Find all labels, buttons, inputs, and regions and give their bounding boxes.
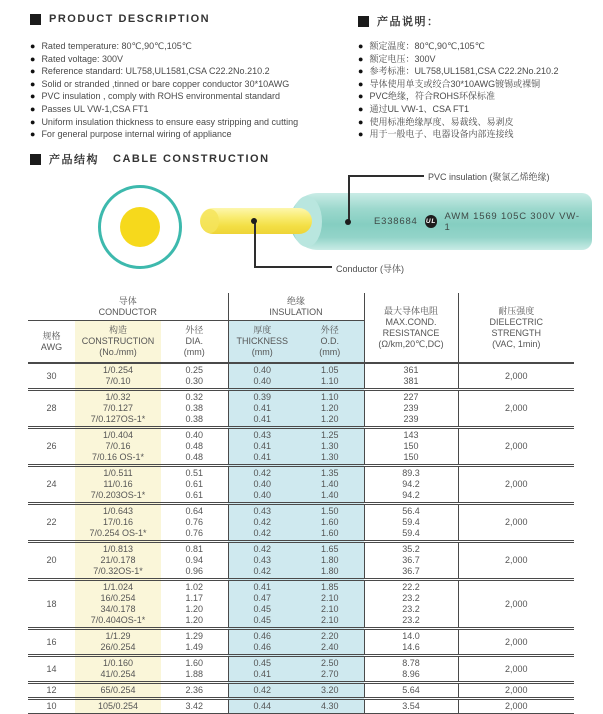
bullet-icon: ● [358, 78, 364, 89]
construction-column-header: 构造 CONSTRUCTION (No./mm) [75, 321, 161, 364]
resistance-cell: 143 150 150 [364, 428, 458, 466]
table-row-awg-24 [28, 466, 574, 504]
resistance-cell: 8.78 8.96 [364, 656, 458, 683]
spec-bullet-item [30, 54, 298, 65]
cable-construction-heading [30, 151, 270, 167]
dia-cell: 1.60 1.88 [185, 658, 204, 679]
od-cell: 1.50 1.60 1.60 [296, 504, 364, 542]
construction-cell: 1/0.813 21/0.178 7/0.32OS-1* [75, 542, 161, 580]
dia-column-header: 外径 DIA. (mm) [161, 321, 228, 364]
spec-item-text: 导体使用单支或绞合30*10AWG镀锡或裸铜 [369, 78, 541, 89]
table-row-awg-14 [28, 656, 574, 683]
black-square-icon [30, 154, 41, 165]
spec-bullet-item [30, 129, 298, 140]
spec-item-text: PVC绝缘，符合ROHS环保标准 [369, 91, 495, 102]
table-row-awg-26 [28, 428, 574, 466]
conductor-label: Conductor (导体) [336, 264, 405, 274]
bullet-icon: ● [30, 78, 36, 89]
product-description-cn-title: 产品说明： [377, 16, 440, 28]
resistance-cell: 3.54 [364, 699, 458, 714]
construction-cell: 105/0.254 [75, 699, 161, 714]
awg-cell: 20 [46, 555, 57, 565]
dia-cell: 0.64 0.76 0.76 [185, 506, 204, 538]
awg-column-header: 规格 AWG [28, 321, 75, 364]
pvc-callout-dot [345, 219, 351, 225]
spec-table-body [28, 363, 574, 714]
awg-cell: 26 [46, 441, 57, 451]
awg-cell: 18 [46, 598, 57, 609]
dielectric-cell: 2,000 [458, 580, 574, 629]
resistance-cell: 14.0 14.6 [364, 629, 458, 656]
dielectric-cell: 2,000 [458, 390, 574, 428]
dielectric-column-header: 耐压强度 DIELECTRIC STRENGTH (VAC, 1min) [458, 293, 574, 363]
spec-bullet-item [358, 54, 559, 65]
awg-cell: 28 [46, 403, 57, 413]
pvc-callout-horizontal-line [348, 175, 424, 177]
table-row-awg-20 [28, 542, 574, 580]
bullet-icon: ● [358, 103, 364, 114]
spec-item-text: Solid or stranded ,tinned or bare copper conductor 30*10AWG [41, 78, 290, 89]
spec-item-text: 使用标准绝缘厚度、易裁线、易剥皮 [369, 116, 514, 127]
spec-bullet-item [30, 117, 298, 128]
spec-item-text: Uniform insulation thickness to ensure easy stripping and cutting [41, 116, 299, 127]
dia-cell: 1.02 1.17 1.20 1.20 [185, 582, 204, 625]
spec-item-text: Rated voltage: 300V [41, 53, 123, 64]
specification-table [28, 293, 574, 714]
awg-cell: 22 [46, 517, 57, 527]
bullet-icon: ● [358, 129, 364, 140]
thickness-cell: 0.40 0.40 [228, 363, 296, 390]
construction-cell: 1/0.32 7/0.127 7/0.127OS-1* [75, 390, 161, 428]
dia-cell: 0.40 0.48 0.48 [185, 430, 204, 462]
spec-bullet-item [358, 41, 559, 52]
awg-cell: 30 [46, 370, 57, 381]
spec-bullet-item [30, 104, 298, 115]
dielectric-cell: 2,000 [458, 656, 574, 683]
construction-cell: 1/0.254 7/0.10 [75, 363, 161, 390]
bullet-icon: ● [358, 116, 364, 127]
conductor-callout-vertical-line [254, 222, 256, 267]
awg-cell: 10 [46, 701, 57, 711]
thickness-cell: 0.43 0.41 0.41 [228, 428, 296, 466]
table-row-awg-30 [28, 363, 574, 390]
spec-bullet-item [30, 41, 298, 52]
spec-item-text: 额定电压：300V [369, 53, 436, 64]
spec-item-text: Rated temperature: 80℃,90℃,105℃ [41, 41, 192, 51]
table-group-header-row [28, 293, 574, 321]
thickness-cell: 0.39 0.41 0.41 [228, 390, 296, 428]
construction-cell: 1/0.643 17/0.16 7/0.254 OS-1* [75, 504, 161, 542]
spec-item-text: Passes UL VW-1,CSA FT1 [41, 103, 149, 114]
ul-file-number: E338684 [374, 216, 418, 227]
table-row-awg-22 [28, 504, 574, 542]
construction-cell: 1/0.160 41/0.254 [75, 656, 161, 683]
resistance-cell: 227 239 239 [364, 390, 458, 428]
resistance-cell: 361 381 [364, 363, 458, 390]
thickness-cell: 0.42 0.43 0.42 [228, 542, 296, 580]
dielectric-cell: 2,000 [458, 542, 574, 580]
dielectric-cell: 2,000 [458, 699, 574, 714]
dielectric-cell: 2,000 [458, 466, 574, 504]
bullet-icon: ● [30, 53, 36, 64]
od-cell: 4.30 [296, 699, 364, 714]
cable-construction-title-cn: 产品结构 [49, 154, 99, 166]
construction-cell: 1/0.404 7/0.16 7/0.16 OS-1* [75, 428, 161, 466]
dielectric-cell: 2,000 [458, 683, 574, 699]
bullet-icon: ● [30, 103, 36, 114]
black-square-icon [30, 14, 41, 25]
od-cell: 1.65 1.80 1.80 [296, 542, 364, 580]
resistance-column-header: 最大导体电阻 MAX.COND. RESISTANCE (Ω/km,20℃,DC) [364, 293, 458, 363]
thickness-cell: 0.46 0.46 [228, 629, 296, 656]
thickness-cell: 0.44 [228, 699, 296, 714]
bullet-icon: ● [358, 53, 364, 64]
dielectric-cell: 2,000 [458, 428, 574, 466]
od-cell: 1.85 2.10 2.10 2.10 [296, 580, 364, 629]
resistance-cell: 89.3 94.2 94.2 [364, 466, 458, 504]
od-cell: 1.05 1.10 [296, 363, 364, 390]
thickness-cell: 0.43 0.42 0.42 [228, 504, 296, 542]
spec-bullet-item [358, 66, 559, 77]
conductor-rod-cap [201, 209, 219, 233]
table-row-awg-28 [28, 390, 574, 428]
awg-cell: 24 [46, 479, 57, 489]
dielectric-cell: 2,000 [458, 363, 574, 390]
resistance-cell: 22.2 23.2 23.2 23.2 [364, 580, 458, 629]
spec-bullet-item [358, 117, 559, 128]
bullet-icon: ● [358, 66, 364, 77]
resistance-cell: 56.4 59.4 59.4 [364, 504, 458, 542]
construction-cell: 1/1.024 16/0.254 34/0.178 7/0.404OS-1* [75, 580, 161, 629]
table-row-awg-12 [28, 683, 574, 699]
insulation-group-header [228, 293, 364, 321]
cable-construction-title-en: CABLE CONSTRUCTION [113, 153, 270, 165]
conductor-group-en: CONDUCTOR [98, 307, 157, 317]
cable-cross-section [98, 185, 182, 269]
dielectric-cell: 2,000 [458, 629, 574, 656]
table-row-awg-10 [28, 699, 574, 714]
awg-cell: 12 [46, 685, 57, 695]
thickness-cell: 0.41 0.47 0.45 0.45 [228, 580, 296, 629]
od-cell: 2.50 2.70 [296, 656, 364, 683]
awm-rating-text: AWM 1569 105C 300V VW-1 [444, 210, 580, 233]
insulation-group-en: INSULATION [269, 307, 323, 317]
cable-insulation-body [290, 193, 592, 250]
spec-item-text: For general purpose internal wiring of appliance [41, 129, 232, 140]
thickness-cell: 0.45 0.41 [228, 656, 296, 683]
thickness-cell: 0.42 [228, 683, 296, 699]
spec-bullet-item [358, 91, 559, 102]
dielectric-cell: 2,000 [458, 504, 574, 542]
conductor-group-header [28, 293, 228, 321]
spec-bullet-item [30, 66, 298, 77]
construction-cell: 65/0.254 [75, 683, 161, 699]
product-description-heading [30, 13, 210, 25]
od-cell: 3.20 [296, 683, 364, 699]
od-cell: 1.25 1.30 1.30 [296, 428, 364, 466]
pvc-callout-vertical-line [348, 175, 350, 222]
spec-bullet-item [358, 104, 559, 115]
od-cell: 1.10 1.20 1.20 [296, 390, 364, 428]
od-cell: 1.35 1.40 1.40 [296, 466, 364, 504]
cable-print-marking [374, 193, 584, 250]
product-description-list-en [30, 41, 298, 142]
product-description-list-cn [358, 41, 559, 142]
bullet-icon: ● [358, 91, 364, 102]
dia-cell: 2.36 [185, 685, 204, 695]
bullet-icon: ● [30, 91, 36, 102]
dia-cell: 3.42 [185, 701, 204, 711]
conductor-callout-dot [251, 218, 257, 224]
ul-logo-icon: UL [425, 215, 438, 228]
insulation-group-cn: 绝缘 [287, 296, 306, 306]
resistance-cell: 5.64 [364, 683, 458, 699]
product-description-title: PRODUCT DESCRIPTION [49, 13, 211, 25]
od-cell: 2.20 2.40 [296, 629, 364, 656]
construction-cell: 1/1.29 26/0.254 [75, 629, 161, 656]
bullet-icon: ● [30, 41, 36, 51]
construction-cell: 1/0.511 11/0.16 7/0.203OS-1* [75, 466, 161, 504]
spec-item-text: Reference standard: UL758,UL1581,CSA C22.2No.210.2 [41, 66, 270, 77]
spec-item-text: 额定温度：80℃,90℃,105℃ [369, 41, 485, 51]
awg-cell: 14 [46, 663, 57, 674]
bullet-icon: ● [30, 116, 36, 127]
spec-item-text: 参考标准：UL758,UL1581,CSA C22.2No.210.2 [369, 66, 559, 77]
spec-item-text: 用于一般电子、电器设备内部连接线 [369, 129, 514, 140]
dia-cell: 0.51 0.61 0.61 [185, 468, 204, 500]
conductor-core-dot [120, 207, 160, 247]
bullet-icon: ● [30, 129, 36, 140]
thickness-cell: 0.42 0.40 0.40 [228, 466, 296, 504]
resistance-cell: 35.2 36.7 36.7 [364, 542, 458, 580]
dia-cell: 1.29 1.49 [185, 631, 204, 652]
awg-cell: 16 [46, 636, 57, 647]
dia-cell: 0.25 0.30 [185, 365, 204, 386]
od-column-header: 外径 O.D. (mm) [296, 321, 364, 364]
spec-bullet-item [358, 129, 559, 140]
conductor-callout-horizontal-line [254, 266, 332, 268]
conductor-group-cn: 导体 [118, 296, 137, 306]
table-row-awg-18 [28, 580, 574, 629]
dia-cell: 0.81 0.94 0.96 [185, 544, 204, 576]
black-square-icon [358, 16, 369, 27]
spec-bullet-item [30, 91, 298, 102]
dia-cell: 0.32 0.38 0.38 [185, 392, 204, 424]
thickness-column-header: 厚度 THICKNESS (mm) [228, 321, 296, 364]
spec-bullet-item [30, 79, 298, 90]
spec-bullet-item [358, 79, 559, 90]
spec-item-text: PVC insulation , comply with ROHS environmental standard [41, 91, 281, 102]
product-description-cn-heading [358, 13, 440, 29]
bullet-icon: ● [358, 41, 364, 51]
spec-item-text: 通过UL VW-1、CSA FT1 [369, 103, 469, 114]
pvc-insulation-label: PVC insulation (聚氯乙烯绝缘) [428, 172, 550, 182]
bullet-icon: ● [30, 66, 36, 77]
table-row-awg-16 [28, 629, 574, 656]
